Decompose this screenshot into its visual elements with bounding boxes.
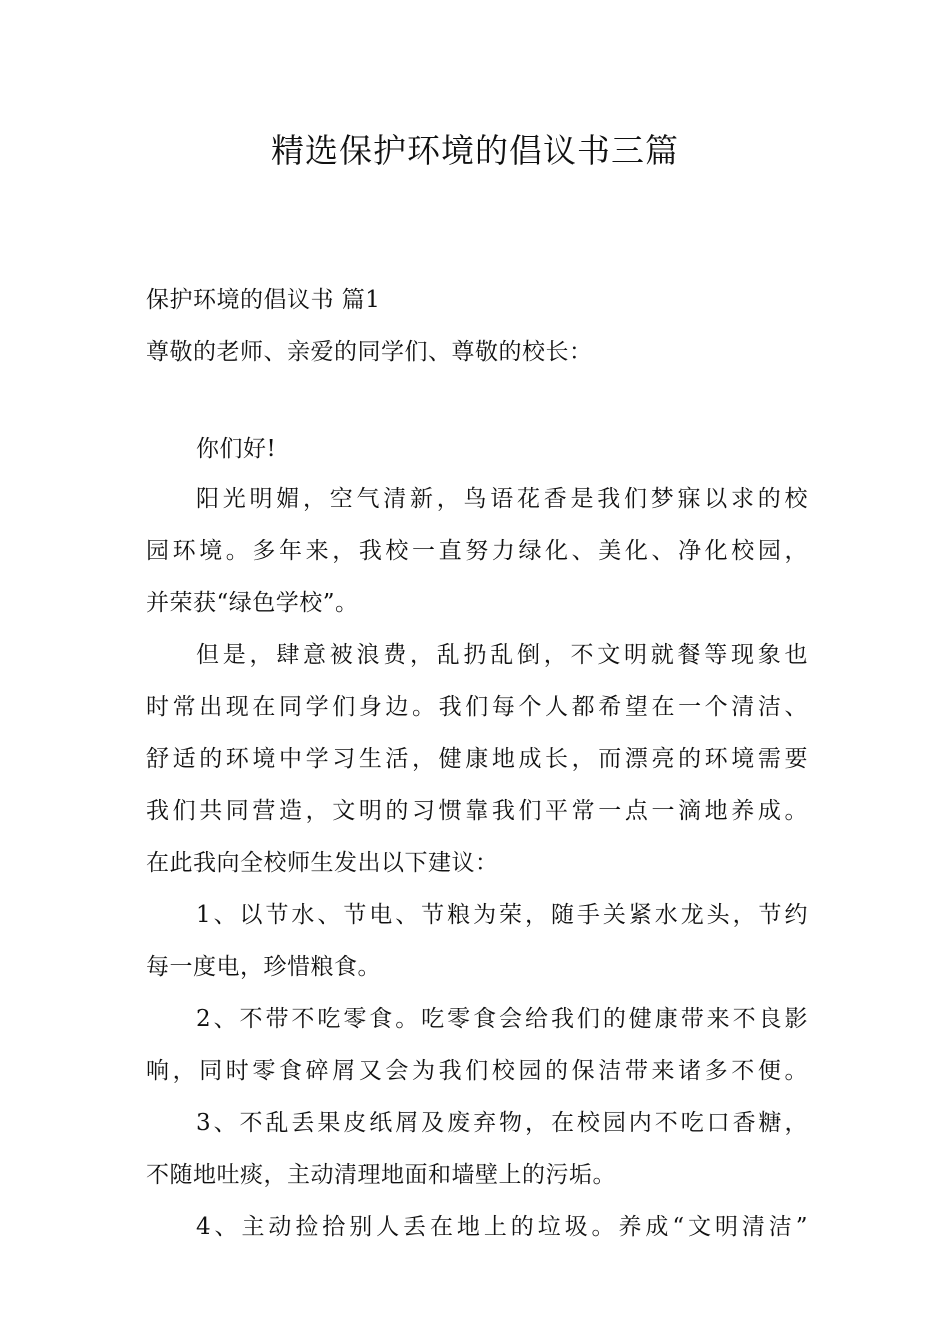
body-line: 时常出现在同学们身边。我们每个人都希望在一个清洁、 <box>146 694 808 720</box>
document-title: 精选保护环境的倡议书三篇 <box>271 131 679 170</box>
body-line: 并荣获“绿色学校”。 <box>146 590 359 616</box>
list-item-4-line: 4、主动捡拾别人丢在地上的垃圾。养成“文明清洁” <box>196 1214 808 1240</box>
greeting: 你们好! <box>196 436 277 462</box>
body-line: 园环境。多年来，我校一直努力绿化、美化、净化校园， <box>146 538 808 564</box>
section-heading: 保护环境的倡议书 篇1 <box>146 287 381 313</box>
list-item-2-line: 2、不带不吃零食。吃零食会给我们的健康带来不良影 <box>196 1006 808 1032</box>
list-item-3-line: 3、不乱丢果皮纸屑及废弃物，在校园内不吃口香糖， <box>196 1110 808 1136</box>
body-line: 在此我向全校师生发出以下建议： <box>146 850 499 876</box>
list-item-3-line: 不随地吐痰，主动清理地面和墙壁上的污垢。 <box>146 1162 616 1188</box>
body-line: 阳光明媚，空气清新，鸟语花香是我们梦寐以求的校 <box>196 486 808 512</box>
list-item-2-line: 响，同时零食碎屑又会为我们校园的保洁带来诸多不便。 <box>146 1058 808 1084</box>
body-line: 但是，肆意被浪费，乱扔乱倒，不文明就餐等现象也 <box>196 642 808 668</box>
list-item-1-line: 每一度电，珍惜粮食。 <box>146 954 381 980</box>
list-item-1-line: 1、以节水、节电、节粮为荣，随手关紧水龙头，节约 <box>196 902 808 928</box>
body-line: 舒适的环境中学习生活，健康地成长，而漂亮的环境需要 <box>146 746 808 772</box>
salutation: 尊敬的老师、亲爱的同学们、尊敬的校长： <box>146 339 593 365</box>
body-line: 我们共同营造，文明的习惯靠我们平常一点一滴地养成。 <box>146 798 808 824</box>
